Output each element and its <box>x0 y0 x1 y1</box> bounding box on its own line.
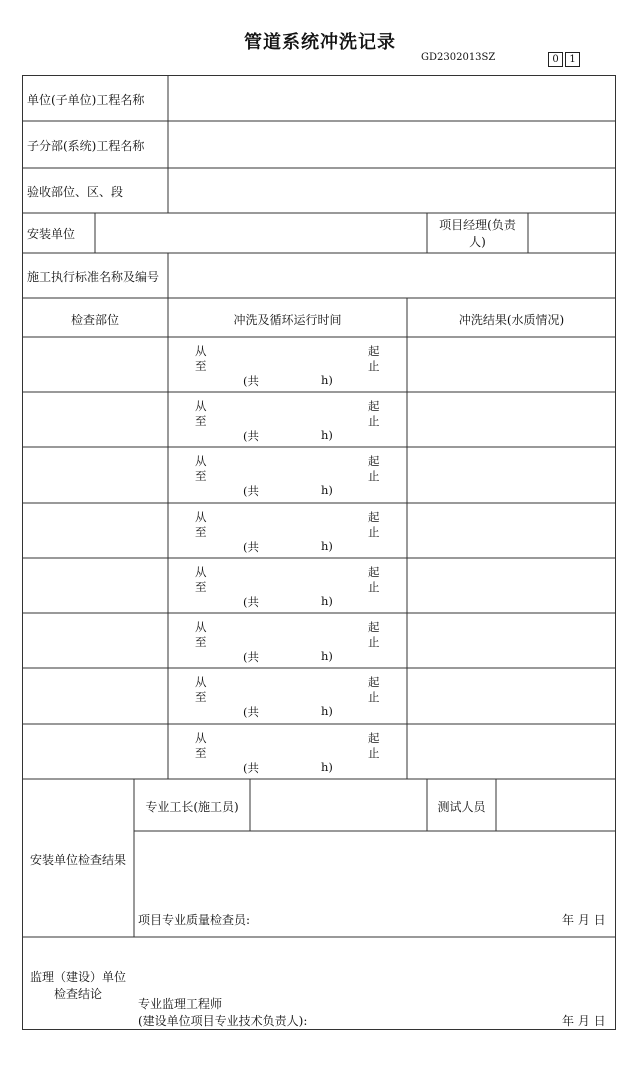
slot-start: 起 <box>368 675 380 689</box>
slot-total: (共 <box>243 705 259 719</box>
supervision-date-label: 年 月 日 <box>562 1014 606 1028</box>
slot-start: 起 <box>368 344 380 358</box>
header-flush-result: 冲洗结果(水质情况) <box>458 313 565 327</box>
slot-hours: h) <box>321 649 333 663</box>
slot-to: 至 <box>195 525 207 539</box>
standard-label: 施工执行标准名称及编号 <box>27 270 160 284</box>
slot-from: 从 <box>195 454 207 468</box>
slot-to: 至 <box>195 580 207 594</box>
install-date-label: 年 月 日 <box>562 913 606 927</box>
supervision-label-line1: 监理（建设）单位 <box>29 970 126 984</box>
slot-start: 起 <box>368 454 380 468</box>
slot-from: 从 <box>195 344 207 358</box>
number-box-1: 0 <box>548 52 563 67</box>
table-row <box>22 668 616 723</box>
slot-to: 至 <box>195 469 207 483</box>
header-flush-time: 冲洗及循环运行时间 <box>233 313 342 327</box>
slot-to: 至 <box>195 690 207 704</box>
slot-to: 至 <box>195 414 207 428</box>
quality-inspector-label: 项目专业质量检查员: <box>138 913 251 927</box>
install-check-label: 安装单位检查结果 <box>29 853 126 867</box>
project-manager-label-line1: 项目经理(负责 <box>439 218 516 232</box>
table-row <box>22 447 616 502</box>
slot-stop: 止 <box>368 635 380 649</box>
foreman-label: 专业工长(施工员) <box>145 800 239 814</box>
project-manager-label-line2: 人) <box>469 235 486 249</box>
slot-total: (共 <box>243 374 259 388</box>
slot-hours: h) <box>321 483 333 497</box>
slot-from: 从 <box>195 731 207 745</box>
slot-from: 从 <box>195 620 207 634</box>
sub-project-label: 子分部(系统)工程名称 <box>27 139 145 153</box>
slot-stop: 止 <box>368 414 380 428</box>
slot-from: 从 <box>195 510 207 524</box>
slot-stop: 止 <box>368 580 380 594</box>
install-unit-label: 安装单位 <box>27 227 76 241</box>
slot-total: (共 <box>243 484 259 498</box>
slot-hours: h) <box>321 539 333 553</box>
supervision-label-line2: 检查结论 <box>53 987 102 1001</box>
unit-project-label: 单位(子单位)工程名称 <box>27 93 145 107</box>
slot-from: 从 <box>195 675 207 689</box>
slot-start: 起 <box>368 565 380 579</box>
header-check-part: 检查部位 <box>70 313 119 327</box>
table-row <box>22 724 616 779</box>
slot-total: (共 <box>243 595 259 609</box>
table-row <box>22 613 616 668</box>
slot-stop: 止 <box>368 469 380 483</box>
slot-total: (共 <box>243 540 259 554</box>
document-title: 管道系统冲洗记录 <box>244 32 396 53</box>
supervising-engineer-line2: (建设单位项目专业技术负责人): <box>138 1014 308 1028</box>
number-boxes <box>548 52 580 67</box>
slot-total: (共 <box>243 761 259 775</box>
slot-from: 从 <box>195 565 207 579</box>
slot-start: 起 <box>368 731 380 745</box>
slot-hours: h) <box>321 760 333 774</box>
slot-hours: h) <box>321 428 333 442</box>
table-row <box>22 392 616 447</box>
slot-to: 至 <box>195 359 207 373</box>
slot-stop: 止 <box>368 525 380 539</box>
acceptance-part-label: 验收部位、区、段 <box>27 185 124 199</box>
table-row <box>22 337 616 392</box>
slot-start: 起 <box>368 620 380 634</box>
flush-record-form <box>22 75 616 1030</box>
slot-total: (共 <box>243 650 259 664</box>
slot-hours: h) <box>321 594 333 608</box>
number-box-2: 1 <box>565 52 580 67</box>
slot-hours: h) <box>321 704 333 718</box>
slot-start: 起 <box>368 399 380 413</box>
slot-total: (共 <box>243 429 259 443</box>
slot-hours: h) <box>321 373 333 387</box>
form-code: GD2302013SZ <box>421 52 496 63</box>
table-row <box>22 558 616 613</box>
tester-label: 测试人员 <box>437 800 486 814</box>
slot-start: 起 <box>368 510 380 524</box>
slot-from: 从 <box>195 399 207 413</box>
supervising-engineer-line1: 专业监理工程师 <box>138 997 223 1011</box>
slot-stop: 止 <box>368 690 380 704</box>
table-row <box>22 503 616 558</box>
slot-stop: 止 <box>368 359 380 373</box>
slot-stop: 止 <box>368 746 380 760</box>
slot-to: 至 <box>195 746 207 760</box>
slot-to: 至 <box>195 635 207 649</box>
